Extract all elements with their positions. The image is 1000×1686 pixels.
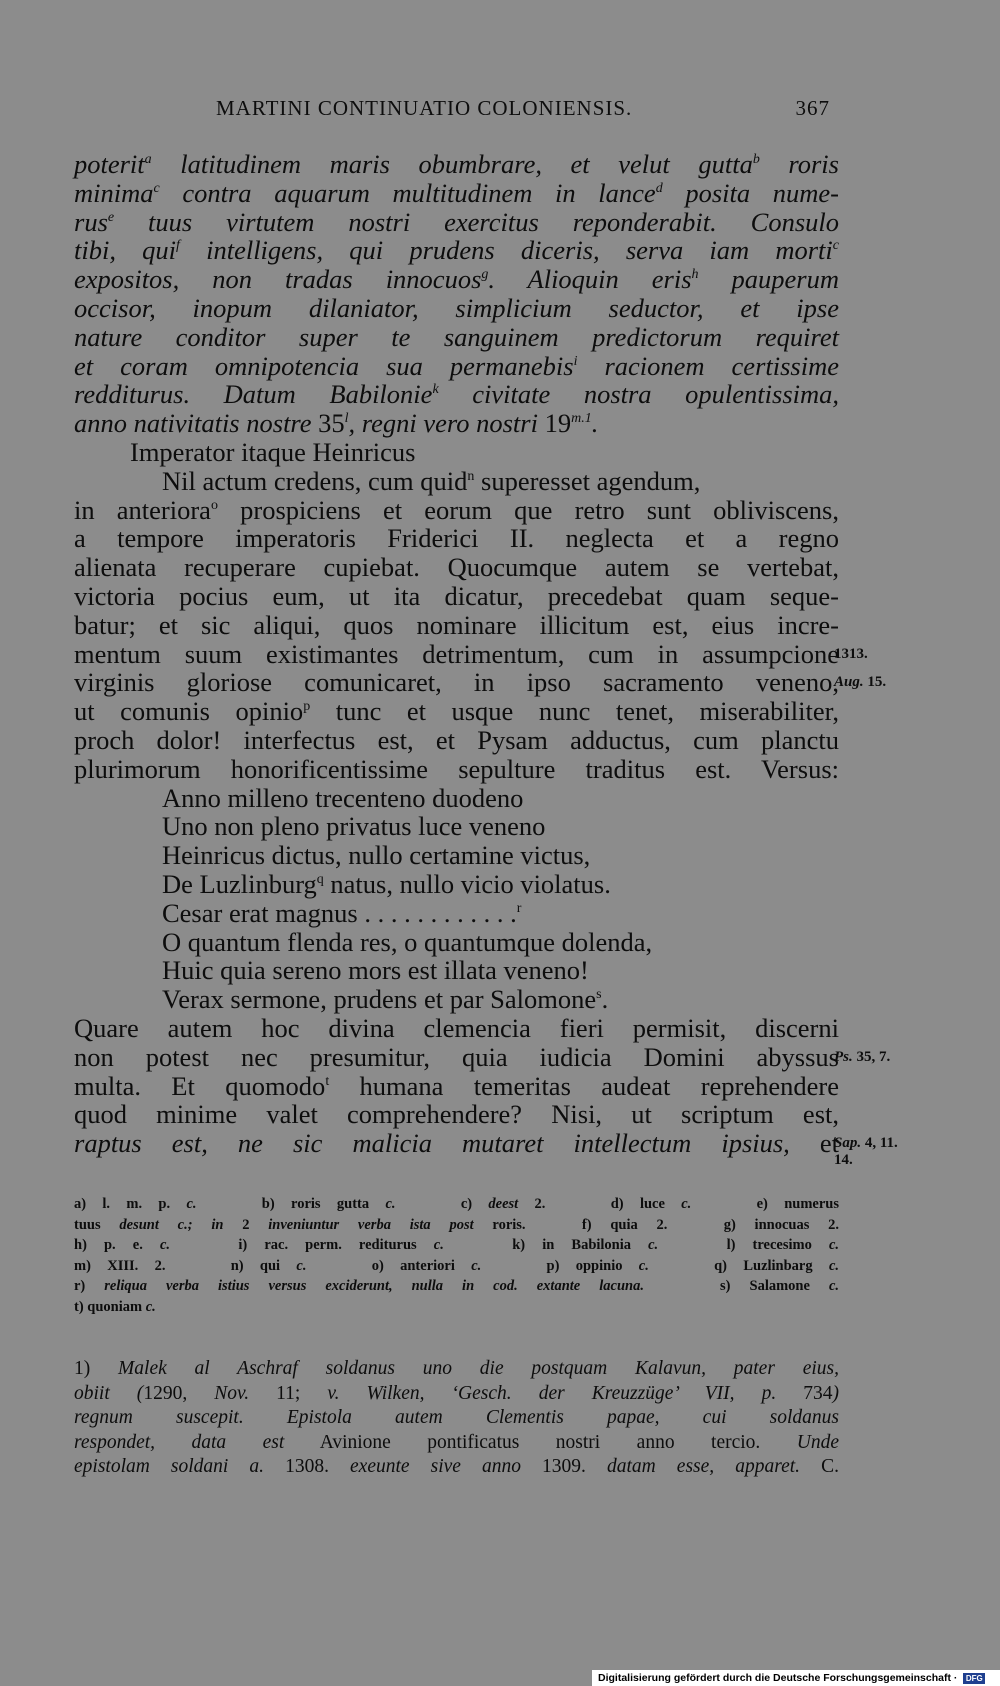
text-line: Nil actum credens, cum quid$^n$ superesset agendum, [162,465,701,496]
text-line: virginis gloriose comunicaret, in ipso sacramento veneno, [74,667,839,698]
text-line: in anteriora$^o$ prospiciens et eorum que retro sunt obliviscens, [74,494,839,525]
text-line: plurimorum honorificentissime sepulture traditus est. Versus: [74,753,839,784]
dfg-logo-icon: DFG [963,1673,985,1684]
text-line: Verax sermone, prudens et par Salomone$^s$. [162,984,609,1015]
text-line: anno nativitatis nostre 35$^l$, regni vero nostri $19^{m.1}$. [74,408,599,439]
text-line: rus$^e$ tuus virtutem nostri exercitus reponderabit. Consulo [74,206,839,237]
variant-notes [74,1194,839,1317]
running-title: MARTINI CONTINUATIO COLONIENSIS. [216,96,633,120]
margin-note: Aug. 15. [834,674,887,691]
text-line: O quantum flenda res, o quantumque dolenda, [162,926,653,957]
margin-note: Ps. 35, 7. [834,1048,891,1065]
variant-note-line: h) p. e. c. i) rac. perm. rediturus c. k) in Babilonia c. l) trecesimo c. [74,1237,839,1253]
margin-note: 14. [834,1152,853,1169]
text-line: proch dolor! interfectus est, et Pysam adductus, cum planctu [74,724,839,755]
text-line: De Luzlinburg$^q$ natus, nullo vicio violatus. [162,868,611,899]
text-line: redditurus. Datum Babilonie$^k$ civitate nostra opulentissima, [74,379,840,410]
footnotes [74,1357,839,1480]
text-line: Anno milleno trecenteno duodeno [162,782,524,813]
margin-note: 1313. [834,645,868,662]
text-line: Heinricus dictus, nullo certamine victus, [162,840,591,871]
page-number: 367 [795,96,830,120]
text-line: minima$^c$ contra aquarum multitudinem in lance$^d$ posita nume- [74,177,839,208]
text-line: mentum suum existimantes detrimentum, cum in assumpcione [74,638,839,669]
footnote-line: 1) Malek al Aschraf soldanus uno die postquam Kalavun, pater eius, [74,1358,840,1379]
text-line: et coram omnipotencia sua permanebis$^i$ racionem certissime [74,350,839,381]
text-line: nature conditor super te sanguinem predictorum requiret [74,321,839,352]
funding-text: Digitalisierung gefördert durch die Deutsche Forschungsgemeinschaft · [598,1672,958,1684]
main-text [74,149,898,1169]
text-line: quod minime valet comprehendere? Nisi, ut scriptum est, [74,1099,839,1130]
text-line: victoria pocius eum, ut ita dicatur, precedebat quam seque- [74,580,839,611]
footnote-line: regnum suscepit. Epistola autem Clementis papae, cui soldanus [74,1407,839,1429]
variant-note-line: tuus desunt c.; in 2 inveniuntur verba ista post roris. f) quia 2. g) innocuas 2. [74,1216,840,1233]
variant-note-line: r) reliqua verba istius versus exciderunt, nulla in cod. extante lacuna. s) Salamone c. [74,1278,839,1294]
text-line: tibi, qui$^f$ intelligens, qui prudens diceris, serva iam morti$^c$ [74,235,839,266]
funding-bar [592,1670,1000,1686]
text-line: ut comunis opinio$^p$ tunc et usque nunc tenet, miserabiliter, [74,696,840,727]
text-line: Uno non pleno privatus luce veneno [162,811,546,842]
footnote-line: epistolam soldani a. 1308. exeunte sive anno 1309. datam esse, apparet. C. [74,1456,840,1478]
footnote-line: respondet, data est Avinione pontificatus nostri anno tercio. Unde [74,1431,840,1453]
text-line: Imperator itaque Heinricus [130,436,416,467]
text-line: poterit$^a$ latitudinem maris obumbrare, et velut gutta$^b$ roris [74,149,839,179]
text-line: a tempore imperatoris Friderici II. neglecta et a regno [74,523,839,554]
text-line: occisor, inopum dilaniator, simplicium seductor, et ipse [74,292,839,323]
text-line: multa. Et quomodo$^t$ humana temeritas audeat reprehendere [74,1070,839,1101]
margin-note: Sap. 4, 11. [834,1135,898,1152]
text-line: raptus est, ne sic malicia mutaret intellectum ipsius, et [74,1128,839,1159]
variant-note-line: t) quoniam c. [74,1298,156,1315]
variant-note-line: a) l. m. p. c. b) roris gutta c. c) deest 2. d) luce c. e) numerus [74,1196,840,1212]
variant-note-line: m) XIII. 2. n) qui c. o) anteriori c. p) oppinio c. q) Luzlinbarg c. [74,1257,840,1274]
text-line: Quare autem hoc divina clemencia fieri permisit, discerni [74,1012,839,1043]
text-line: Cesar erat magnus . . . . . . . . . . . .$^r$ [162,897,522,928]
footnote-line: obiit (1290, Nov. 11; v. Wilken, ‘Gesch. der Kreuzzüge’ VII, p. 734) [74,1382,840,1404]
text-line: expositos, non tradas innocuos$^g$. Alioquin eris$^h$ pauperum [74,264,839,295]
text-line: alienata recuperare cupiebat. Quocumque autem se vertebat, [74,552,839,583]
text-line: batur; et sic aliqui, quos nominare illicitum est, eius incre- [74,609,839,640]
text-line: Huic quia sereno mors est illata veneno! [162,955,589,986]
text-line: non potest nec presumitur, quia iudicia Domini abyssus [74,1041,839,1072]
running-header [78,96,830,126]
